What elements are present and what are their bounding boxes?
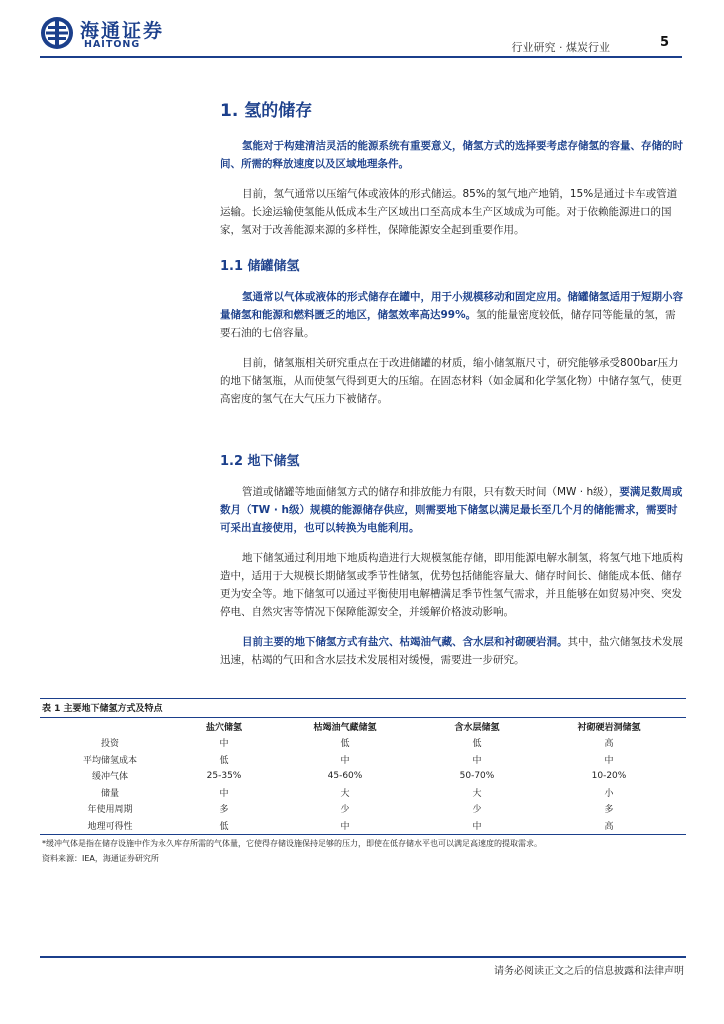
storage-methods-table [40, 718, 686, 835]
section-1-2-title: 1.2 地下储氢 [220, 454, 300, 469]
table-cell: 低 [180, 817, 268, 834]
table-header-cell: 含水层储氢 [454, 722, 500, 733]
table-cell: 中 [219, 788, 229, 799]
section-1-2-lead [220, 483, 686, 537]
page-number: 5 [659, 35, 669, 50]
row-label: 地理可得性 [40, 817, 180, 834]
table-cell: 多 [604, 805, 614, 816]
page-header [0, 0, 724, 62]
row-label: 储量 [100, 788, 119, 799]
table-cell: 中 [472, 755, 482, 766]
section-1-title: 1. 氢的储存 [220, 101, 313, 121]
section-1-1-lead-bold: 氢通常以气体或液体的形式储存在罐中，用于小规模移动和固定应用。储罐储氢适用于短期小容量储氢和能源和燃料匮乏的地区，储氢效率高达99%。 [220, 291, 683, 321]
section-1-lead-bold: 氢能对于构建清洁灵活的能源系统有重要意义，储氢方式的选择要考虑存储氢的容量、存储的时间、所需的释放速度以及区域地理条件。 [220, 140, 683, 170]
section-1-1-paragraph: 目前，储氢瓶相关研究重点在于改进储罐的材质，缩小储氢瓶尺寸，研究能够承受800bar压力的地下储氢瓶，从而使氢气得到更大的压缩。在固态材料（如金属和化学氢化物）中储存氢气，使更高密度的氢气在大气压力下被储存。 [220, 357, 682, 405]
section-1-lead [220, 137, 686, 173]
table-cell: 25-35% [206, 770, 242, 781]
table-cell: 45-60% [327, 770, 363, 781]
table-cell: 大 [472, 788, 482, 799]
logo-en-text: HAITONG [84, 39, 141, 50]
row-label: 缓冲气体 [91, 772, 128, 783]
table-title: 表 1 主要地下储氢方式及特点 [40, 698, 686, 718]
table-cell: 低 [340, 739, 350, 750]
table-cell: 低 [219, 755, 229, 766]
table-cell: 低 [472, 739, 482, 750]
table-cell: 高 [532, 817, 686, 834]
table-header-cell [40, 718, 180, 735]
table-row [40, 801, 686, 818]
table-cell: 小 [604, 788, 614, 799]
table-row [40, 784, 686, 801]
table-cell: 中 [340, 755, 350, 766]
haitong-emblem-icon [40, 16, 74, 50]
table-cell: 中 [604, 755, 614, 766]
table-header-cell: 衬砌硬岩洞储氢 [577, 722, 641, 733]
table-cell: 大 [340, 788, 350, 799]
table-cell: 多 [219, 805, 229, 816]
section-1-2-conclusion [220, 633, 686, 669]
table-footnote: *缓冲气体是指在储存设施中作为永久库存所需的气体量，它使得存储设施保持足够的压力，即使在低存储水平也可以满足高速度的提取需求。 [42, 838, 542, 848]
table-row [40, 735, 686, 752]
header-divider [40, 56, 682, 58]
section-1-paragraph: 目前，氢气通常以压缩气体或液体的形式储运。85%的氢气地产地销，15%是通过卡车或管道运输。长途运输使氢能从低成本生产区域出口至高成本生产区域成为可能。对于依赖能源进口的国家，氢对于改善能源来源的多样性，保障能源安全起到重要作用。 [220, 188, 678, 236]
section-1-2-conclusion-bold: 目前主要的地下储氢方式有盐穴、枯竭油气藏、含水层和衬砌硬岩洞。 [242, 636, 568, 648]
table-cell: 10-20% [591, 770, 627, 781]
table-row [40, 751, 686, 768]
logo-cn-text: 海通证券 [80, 20, 165, 42]
table-cell: 中 [422, 817, 532, 834]
footer-divider [40, 956, 686, 958]
table-cell: 中 [268, 817, 422, 834]
section-1-2-lead-bold: 要满足数周或数月（TW · h级）规模的能源储存供应，则需要地下储氢以满足最长至几个月的储能需求，需要时可采出直接使用，也可以转换为电能利用。 [220, 486, 683, 534]
section-1-2-lead-plain: 管道或储罐等地面储氢方式的储存和排放能力有限，只有数天时间（MW · h级）， [242, 486, 620, 498]
table-header-cell: 枯竭油气藏储氢 [313, 722, 377, 733]
haitong-logo [40, 16, 180, 50]
table-row [40, 768, 686, 785]
table-cell: 50-70% [459, 770, 495, 781]
section-1-1-title: 1.1 储罐储氢 [220, 259, 300, 274]
table-source: 资料来源：IEA，海通证券研究所 [42, 853, 159, 863]
row-label: 年使用周期 [87, 805, 133, 816]
storage-methods-table-block [40, 698, 686, 865]
header-section: 行业研究 · 煤炭行业 [511, 41, 610, 54]
main-content [220, 96, 686, 669]
table-header-row [40, 718, 686, 735]
table-cell: 高 [604, 739, 614, 750]
section-1-2-conclusion-rest: 其中，盐穴储氢技术发展迅速，枯竭的气田和含水层技术发展相对缓慢，需要进一步研究。 [220, 636, 683, 666]
table-header-cell: 盐穴储氢 [205, 722, 242, 733]
table-cell: 少 [340, 805, 350, 816]
section-1-1-lead [220, 288, 686, 342]
table-cell: 中 [219, 739, 229, 750]
footer-disclaimer: 请务必阅读正文之后的信息披露和法律声明 [494, 966, 684, 977]
section-1-1-lead-rest: 氢的能量密度较低，储存同等能量的氢，需要石油的七倍容量。 [220, 309, 676, 339]
row-label: 投资 [100, 739, 119, 750]
table-row [40, 817, 686, 834]
section-1-2-paragraph: 地下储氢通过利用地下地质构造进行大规模氢能存储，即用能源电解水制氢，将氢气地下地质构造中，适用于大规模长期储氢或季节性储氢，优势包括储能容量大、储存时间长、储能成本低、储存更为安全等。地下储氢可以通过平衡使用电解槽满足季节性氢气需求，并且能够在如贸易冲突、突发停电、自然灾害等情况下保障能源安全，并缓解价格波动影响。 [220, 552, 683, 618]
table-cell: 少 [472, 805, 482, 816]
row-label: 平均储氢成本 [82, 755, 137, 766]
